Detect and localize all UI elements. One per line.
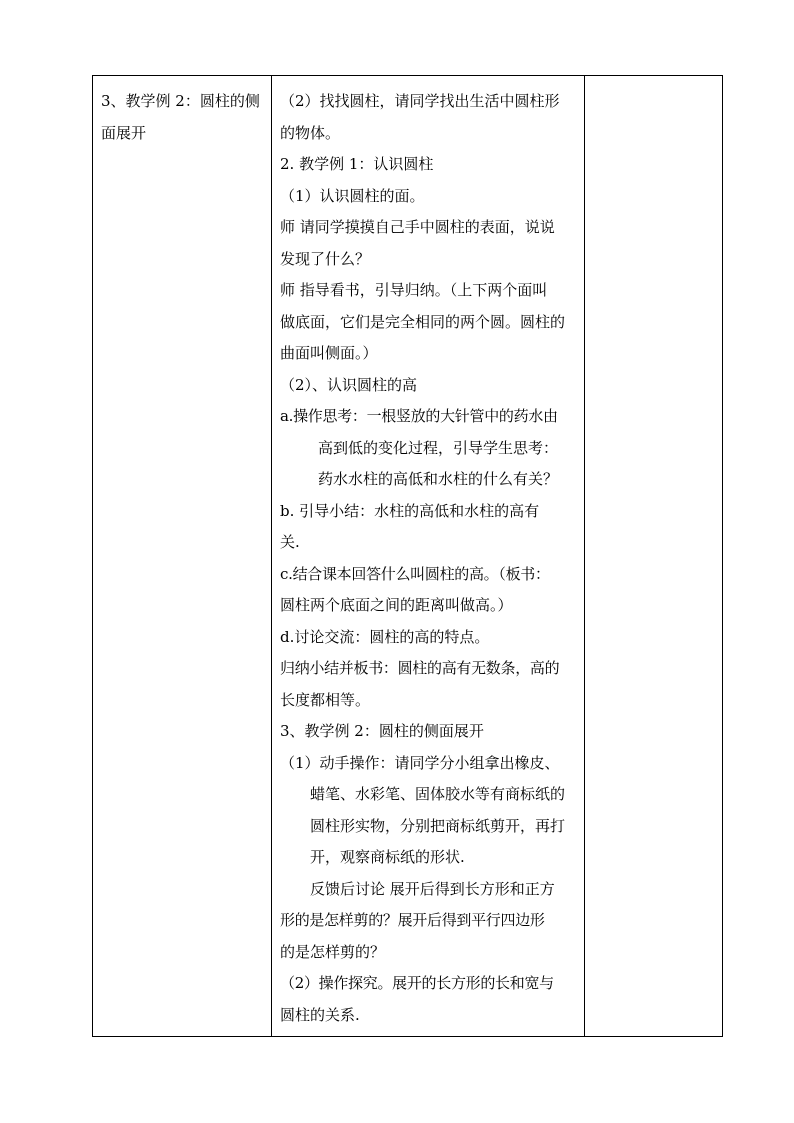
activity-line: 发现了什么？: [280, 249, 371, 268]
lesson-plan-table: [92, 75, 723, 1037]
activity-line: c.结合课本回答什么叫圆柱的高。（板书：: [280, 564, 550, 583]
activity-line: （2）、认识圆柱的高: [280, 375, 418, 394]
activity-line: 高到低的变化过程，引导学生思考：: [318, 438, 559, 457]
activity-line: （1）认识圆柱的面。: [280, 186, 425, 205]
activity-line: 的物体。: [280, 123, 341, 142]
activity-line: 归纳小结并板书：圆柱的高有无数条，高的: [280, 659, 560, 677]
activity-line: 圆柱两个底面之间的距离叫做高。）: [280, 596, 513, 614]
activity-line: 2. 教学例 1：认识圆柱: [280, 155, 434, 173]
step-column-cell: [93, 76, 272, 1037]
activity-column-cell: [272, 76, 585, 1037]
activity-line: 3、教学例 2：圆柱的侧面展开: [280, 722, 484, 740]
activity-line: d.讨论交流：圆柱的高的特点。: [280, 627, 490, 646]
activity-line: a.操作思考：一根竖放的大针管中的药水由: [280, 407, 558, 425]
activity-line: 反馈后讨论 展开后得到长方形和正方: [310, 879, 555, 898]
activity-line: b. 引导小结：水柱的高低和水柱的高有: [280, 501, 540, 520]
activity-line: （1）动手操作：请同学分小组拿出橡皮、: [280, 753, 560, 772]
activity-line: 师 指导看书，引导归纳。（上下两个面叫: [280, 281, 548, 299]
activity-line: 开，观察商标纸的形状.: [310, 848, 465, 866]
activity-line: 关.: [280, 533, 300, 551]
step-line: 3、教学例 2：圆柱的侧: [101, 92, 260, 110]
activity-line: 曲面叫侧面。）: [280, 344, 378, 362]
activity-line: 的是怎样剪的？: [280, 942, 386, 961]
table-row: [93, 76, 723, 1037]
activity-line: 做底面，它们是完全相同的两个圆。圆柱的: [280, 312, 566, 331]
activity-line: 药水水柱的高低和水柱的什么有关？: [318, 470, 559, 488]
step-column-content: [93, 76, 271, 149]
activity-line: （2）操作探究。展开的长方形的长和宽与: [280, 974, 554, 992]
activity-line: 师 请同学摸摸自己手中圆柱的表面，说说: [280, 218, 555, 236]
step-line: 面展开: [101, 123, 147, 142]
activity-line: 长度都相等。: [280, 690, 371, 709]
activity-column-content: [272, 76, 584, 1031]
activity-line: 形的是怎样剪的？展开后得到平行四边形: [280, 911, 545, 929]
activity-line: 圆柱的关系.: [280, 1005, 360, 1024]
activity-line: 蜡笔、水彩笔、固体胶水等有商标纸的: [310, 785, 566, 803]
activity-line: （2）找找圆柱，请同学找出生活中圆柱形: [280, 92, 560, 110]
notes-column-cell: [585, 76, 723, 1037]
activity-line: 圆柱形实物，分别把商标纸剪开，再打: [310, 816, 566, 835]
